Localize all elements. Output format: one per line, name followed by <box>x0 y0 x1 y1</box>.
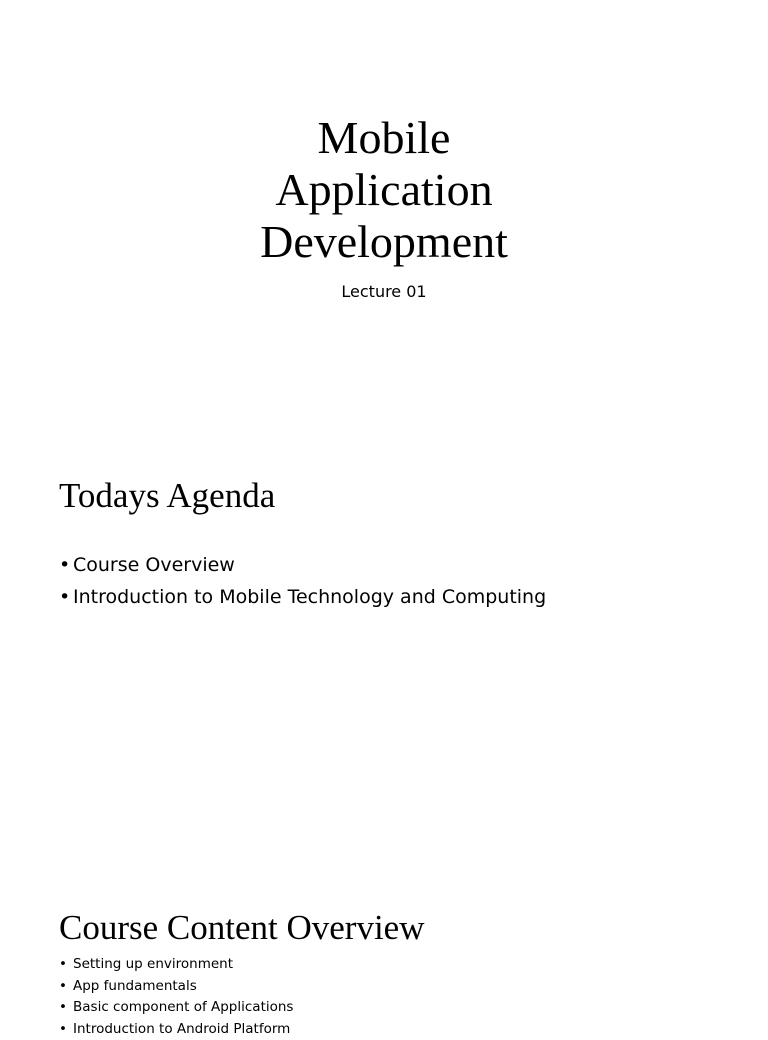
agenda-bullet <box>59 549 546 581</box>
agenda-bullet <box>59 581 546 613</box>
agenda-bullet-list <box>59 549 546 613</box>
bullet-icon: • <box>59 976 67 998</box>
slide-title-heading <box>0 112 768 268</box>
title-line-1: Mobile <box>0 112 768 164</box>
course-content-bullet-text: Basic component of Applications <box>73 999 293 1015</box>
slide-title <box>0 0 768 432</box>
course-content-bullet-list <box>59 954 293 1040</box>
bullet-icon: • <box>59 549 70 581</box>
slide-agenda <box>0 432 768 865</box>
course-content-bullet-text: App fundamentals <box>73 978 197 994</box>
course-content-bullet <box>59 997 293 1019</box>
course-content-bullet <box>59 954 293 976</box>
slide-subtitle: Lecture 01 <box>0 280 768 304</box>
title-line-2: Application <box>0 164 768 216</box>
bullet-icon: • <box>59 1019 67 1040</box>
course-content-heading: Course Content Overview <box>59 908 424 948</box>
title-line-3: Development <box>0 216 768 268</box>
bullet-icon: • <box>59 581 70 613</box>
agenda-bullet-text: Introduction to Mobile Technology and Computing <box>73 586 546 608</box>
agenda-bullet-text: Course Overview <box>73 554 235 576</box>
course-content-bullet <box>59 976 293 998</box>
course-content-bullet-text: Introduction to Android Platform <box>73 1021 290 1037</box>
slide-course-content <box>0 865 768 1024</box>
bullet-icon: • <box>59 954 67 976</box>
course-content-bullet <box>59 1019 293 1040</box>
course-content-bullet-text: Setting up environment <box>73 956 233 972</box>
bullet-icon: • <box>59 997 67 1019</box>
agenda-heading: Todays Agenda <box>59 476 275 516</box>
